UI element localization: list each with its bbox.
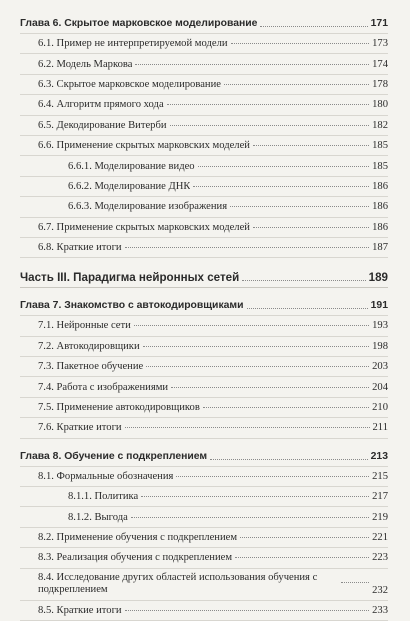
- toc-entry-7-2[interactable]: [20, 337, 388, 357]
- toc-entry-8-4[interactable]: [20, 569, 388, 601]
- page-number: 182: [372, 119, 388, 131]
- entry-title: 8.1.2. Выгода: [68, 511, 128, 523]
- toc-entry-6-5[interactable]: [20, 116, 388, 136]
- dot-leader: [341, 582, 369, 583]
- chapter-title: Глава 6. Скрытое марковское моделирование: [20, 18, 258, 29]
- dot-leader: [247, 308, 368, 309]
- toc-chapter-7[interactable]: [20, 296, 388, 316]
- page-number: 210: [372, 402, 388, 414]
- entry-title: 7.2. Автокодировщики: [38, 340, 140, 352]
- entry-title: 7.4. Работа с изображениями: [38, 381, 169, 393]
- entry-title: 7.1. Нейронные сети: [38, 320, 131, 332]
- page-number: 219: [372, 511, 388, 523]
- dot-leader: [143, 346, 369, 347]
- page-number: 223: [372, 552, 388, 564]
- toc-entry-6-1[interactable]: [20, 34, 388, 54]
- dot-leader: [230, 206, 369, 207]
- page-number: 221: [372, 532, 388, 543]
- dot-leader: [135, 64, 369, 65]
- dot-leader: [203, 407, 369, 408]
- dot-leader: [146, 366, 369, 367]
- page-number: 185: [372, 140, 388, 152]
- toc-entry-8-1[interactable]: [20, 467, 388, 487]
- entry-title: 8.1. Формальные обозначения: [38, 470, 174, 482]
- dot-leader: [131, 517, 369, 518]
- entry-title: 8.5. Краткие итоги: [38, 604, 122, 616]
- toc-entry-6-8[interactable]: [20, 238, 388, 258]
- dot-leader: [171, 387, 369, 388]
- toc-part-3[interactable]: [20, 266, 388, 288]
- page-number: 191: [370, 300, 388, 312]
- toc-entry-8-2[interactable]: [20, 528, 388, 548]
- page-number: 203: [372, 361, 388, 373]
- page-number: 185: [372, 160, 388, 172]
- toc-entry-7-5[interactable]: [20, 398, 388, 418]
- dot-leader: [125, 610, 370, 611]
- toc-entry-6-6-2[interactable]: [20, 177, 388, 197]
- toc-entry-6-6-1[interactable]: [20, 156, 388, 176]
- page-number: 217: [372, 491, 388, 503]
- toc-entry-6-2[interactable]: [20, 54, 388, 74]
- dot-leader: [210, 459, 368, 460]
- entry-title: 6.3. Скрытое марковское моделирование: [38, 78, 221, 90]
- dot-leader: [125, 427, 370, 428]
- dot-leader: [167, 104, 369, 105]
- entry-title: 8.4. Исследование других областей использования обучения с подкреплением: [38, 571, 318, 596]
- entry-title: 6.1. Пример не интерпретируемой модели: [38, 38, 228, 50]
- dot-leader: [240, 537, 369, 538]
- page-number: 204: [372, 381, 388, 393]
- dot-leader: [125, 247, 370, 248]
- entry-title: 7.6. Краткие итоги: [38, 422, 122, 434]
- page-number: 178: [372, 78, 388, 90]
- toc-entry-6-6[interactable]: [20, 136, 388, 156]
- part-title: Часть III. Парадигма нейронных сетей: [20, 271, 240, 285]
- dot-leader: [231, 43, 370, 44]
- page-number: 232: [372, 584, 388, 596]
- entry-title: 7.5. Применение автокодировщиков: [38, 402, 200, 414]
- page-number: 180: [372, 99, 388, 111]
- entry-title: 6.4. Алгоритм прямого хода: [38, 99, 164, 111]
- spacer: [20, 439, 388, 447]
- toc-chapter-6[interactable]: [20, 14, 388, 34]
- entry-title: 8.3. Реализация обучения с подкреплением: [38, 552, 233, 564]
- page-number: 187: [372, 242, 388, 254]
- page-number: 193: [372, 320, 388, 332]
- entry-title: 7.3. Пакетное обучение: [38, 361, 144, 373]
- page-number: 171: [370, 18, 388, 29]
- chapter-title: Глава 8. Обучение с подкреплением: [20, 450, 208, 462]
- dot-leader: [260, 26, 367, 27]
- entry-title: 6.2. Модель Маркова: [38, 58, 133, 70]
- dot-leader: [242, 280, 365, 281]
- entry-title: 6.6.2. Моделирование ДНК: [68, 180, 191, 192]
- toc-entry-6-6-3[interactable]: [20, 197, 388, 217]
- dot-leader: [193, 186, 369, 187]
- dot-leader: [253, 227, 369, 228]
- entry-title: 6.6.3. Моделирование изображения: [68, 201, 228, 213]
- toc-entry-8-3[interactable]: [20, 548, 388, 568]
- page-number: 186: [372, 180, 388, 192]
- page-number: 189: [368, 271, 388, 285]
- toc-entry-7-3[interactable]: [20, 357, 388, 377]
- dot-leader: [141, 496, 369, 497]
- page-number: 215: [372, 470, 388, 482]
- dot-leader: [198, 166, 370, 167]
- dot-leader: [253, 145, 369, 146]
- toc-entry-7-1[interactable]: [20, 316, 388, 336]
- entry-title: 6.7. Применение скрытых марковских моделей: [38, 221, 250, 233]
- toc-entry-8-1-1[interactable]: [20, 487, 388, 507]
- page-number: 233: [372, 604, 388, 616]
- toc-entry-7-6[interactable]: [20, 418, 388, 438]
- entry-title: 8.1.1. Политика: [68, 491, 139, 503]
- toc-entry-6-3[interactable]: [20, 75, 388, 95]
- entry-title: 6.8. Краткие итоги: [38, 242, 122, 254]
- dot-leader: [235, 557, 369, 558]
- page-number: 186: [372, 221, 388, 233]
- toc-entry-6-7[interactable]: [20, 218, 388, 238]
- page-number: 173: [372, 38, 388, 50]
- entry-title: 6.6.1. Моделирование видео: [68, 160, 195, 172]
- toc-entry-8-1-2[interactable]: [20, 507, 388, 527]
- page-number: 198: [372, 340, 388, 352]
- dot-leader: [134, 325, 369, 326]
- page-number: 186: [372, 201, 388, 213]
- toc-chapter-8[interactable]: [20, 447, 388, 467]
- page-number: 174: [372, 58, 388, 70]
- dot-leader: [176, 476, 369, 477]
- chapter-title: Глава 7. Знакомство с автокодировщиками: [20, 300, 244, 312]
- toc-entry-7-4[interactable]: [20, 377, 388, 397]
- toc-entry-8-5[interactable]: [20, 601, 388, 621]
- entry-title: 6.6. Применение скрытых марковских моделей: [38, 140, 250, 152]
- entry-title: 6.5. Декодирование Витерби: [38, 119, 167, 131]
- dot-leader: [170, 125, 370, 126]
- page-number: 211: [372, 422, 388, 434]
- page-number: 213: [370, 450, 388, 462]
- dot-leader: [224, 84, 369, 85]
- toc-entry-6-4[interactable]: [20, 95, 388, 115]
- entry-title: 8.2. Применение обучения с подкреплением: [38, 532, 238, 543]
